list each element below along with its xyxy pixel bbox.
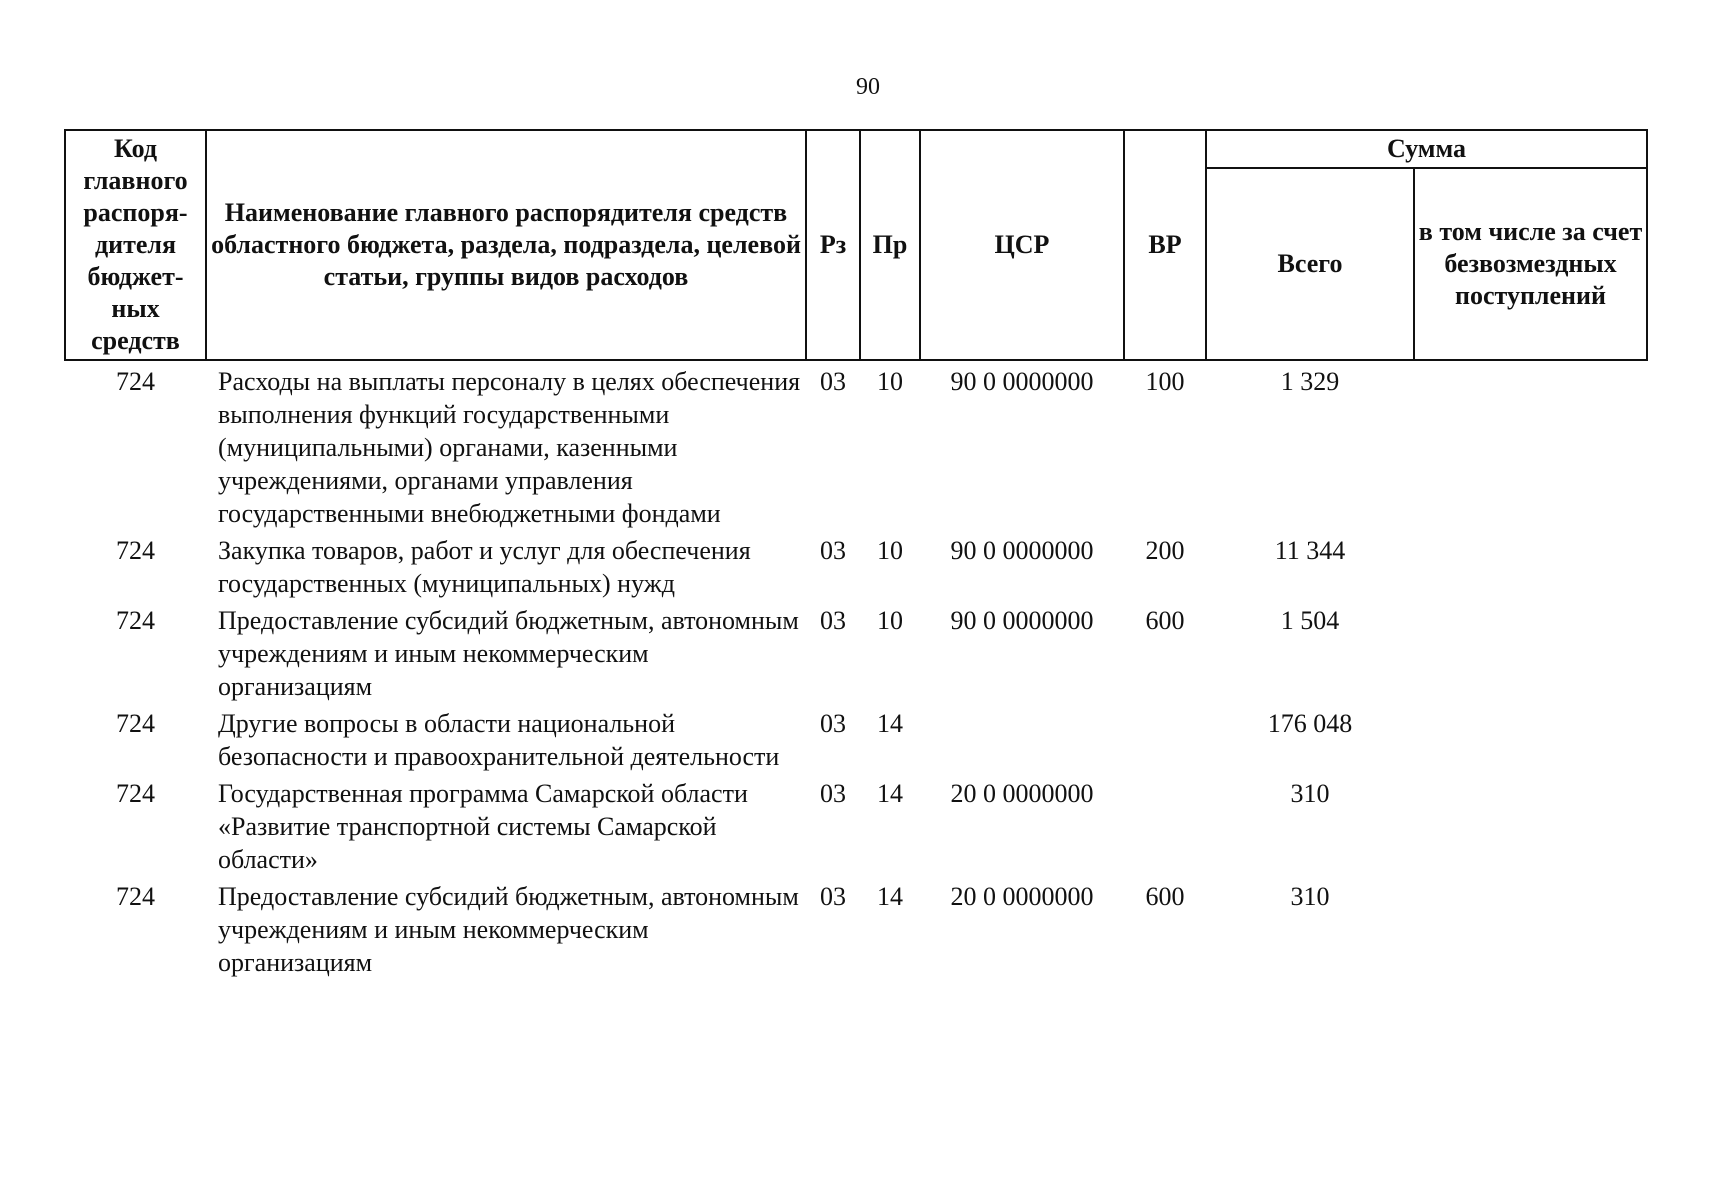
cell-vr [1124, 703, 1206, 773]
header-total: Всего [1206, 168, 1414, 360]
cell-name: Предоставление субсидий бюджетным, автономным учреждениям и иным некоммерческим организациям [218, 882, 799, 977]
cell-name: Предоставление субсидий бюджетным, автономным учреждениям и иным некоммерческим организациям [218, 606, 799, 701]
table-row [65, 600, 1647, 703]
cell-code: 724 [116, 709, 155, 738]
cell-grants [1414, 703, 1647, 773]
cell-grants [1414, 600, 1647, 703]
cell-name: Расходы на выплаты персоналу в целях обеспечения выполнения функций государственными (муниципальными) органами, казенными учреждениями, органами управления государственными внебюджетными фондами [218, 367, 801, 528]
cell-name: Государственная программа Самарской области «Развитие транспортной системы Самарской области» [218, 779, 748, 874]
header-vr: ВР [1124, 130, 1206, 360]
cell-rz: 03 [820, 709, 846, 738]
cell-vr: 100 [1145, 367, 1185, 396]
cell-grants [1414, 530, 1647, 600]
cell-csr: 90 0 0000000 [950, 536, 1094, 565]
cell-rz: 03 [820, 367, 846, 396]
table-row [65, 703, 1647, 773]
cell-total: 310 [1290, 779, 1330, 808]
cell-rz: 03 [820, 882, 846, 911]
cell-code: 724 [116, 536, 155, 565]
cell-code: 724 [116, 882, 155, 911]
cell-name: Другие вопросы в области национальной безопасности и правоохранительной деятельности [218, 709, 780, 771]
cell-csr: 90 0 0000000 [950, 606, 1094, 635]
cell-grants [1414, 876, 1647, 979]
cell-csr: 20 0 0000000 [950, 882, 1094, 911]
cell-pr: 14 [877, 882, 903, 911]
header-csr: ЦСР [920, 130, 1124, 360]
cell-pr: 10 [877, 606, 903, 635]
cell-csr [920, 703, 1124, 773]
cell-total: 11 344 [1274, 536, 1346, 565]
cell-code: 724 [116, 779, 155, 808]
cell-rz: 03 [820, 536, 846, 565]
cell-total: 1 329 [1280, 367, 1340, 396]
cell-total: 1 504 [1280, 606, 1340, 635]
table-body [65, 360, 1647, 979]
cell-pr: 14 [877, 709, 903, 738]
cell-csr: 90 0 0000000 [950, 367, 1094, 396]
cell-vr: 600 [1145, 882, 1185, 911]
cell-name: Закупка товаров, работ и услуг для обеспечения государственных (муниципальных) нужд [218, 536, 751, 598]
table-header [65, 130, 1647, 360]
cell-vr: 200 [1145, 536, 1185, 565]
header-rz: Рз [806, 130, 860, 360]
cell-total: 176 048 [1267, 709, 1353, 738]
cell-grants [1414, 773, 1647, 876]
table-row [65, 360, 1647, 530]
budget-table [64, 129, 1648, 979]
header-sum: Сумма [1206, 130, 1647, 168]
table-row [65, 876, 1647, 979]
cell-pr: 10 [877, 536, 903, 565]
cell-pr: 10 [877, 367, 903, 396]
header-grants: в том числе за счет безвозмездных поступлений [1414, 168, 1647, 360]
cell-vr: 600 [1145, 606, 1185, 635]
cell-grants [1414, 360, 1647, 530]
cell-csr: 20 0 0000000 [950, 779, 1094, 808]
cell-code: 724 [116, 606, 155, 635]
header-pr: Пр [860, 130, 920, 360]
cell-total: 310 [1290, 882, 1330, 911]
cell-rz: 03 [820, 779, 846, 808]
table-row [65, 773, 1647, 876]
header-name: Наименование главного распорядителя средств областного бюджета, раздела, подраздела, целевой статьи, группы видов расходов [206, 130, 806, 360]
table-row [65, 530, 1647, 600]
cell-vr [1124, 773, 1206, 876]
header-code: Код главного распоря-дителя бюджет-ных средств [65, 130, 206, 360]
cell-code: 724 [116, 367, 155, 396]
cell-pr: 14 [877, 779, 903, 808]
page-number: 90 [856, 74, 880, 100]
cell-rz: 03 [820, 606, 846, 635]
